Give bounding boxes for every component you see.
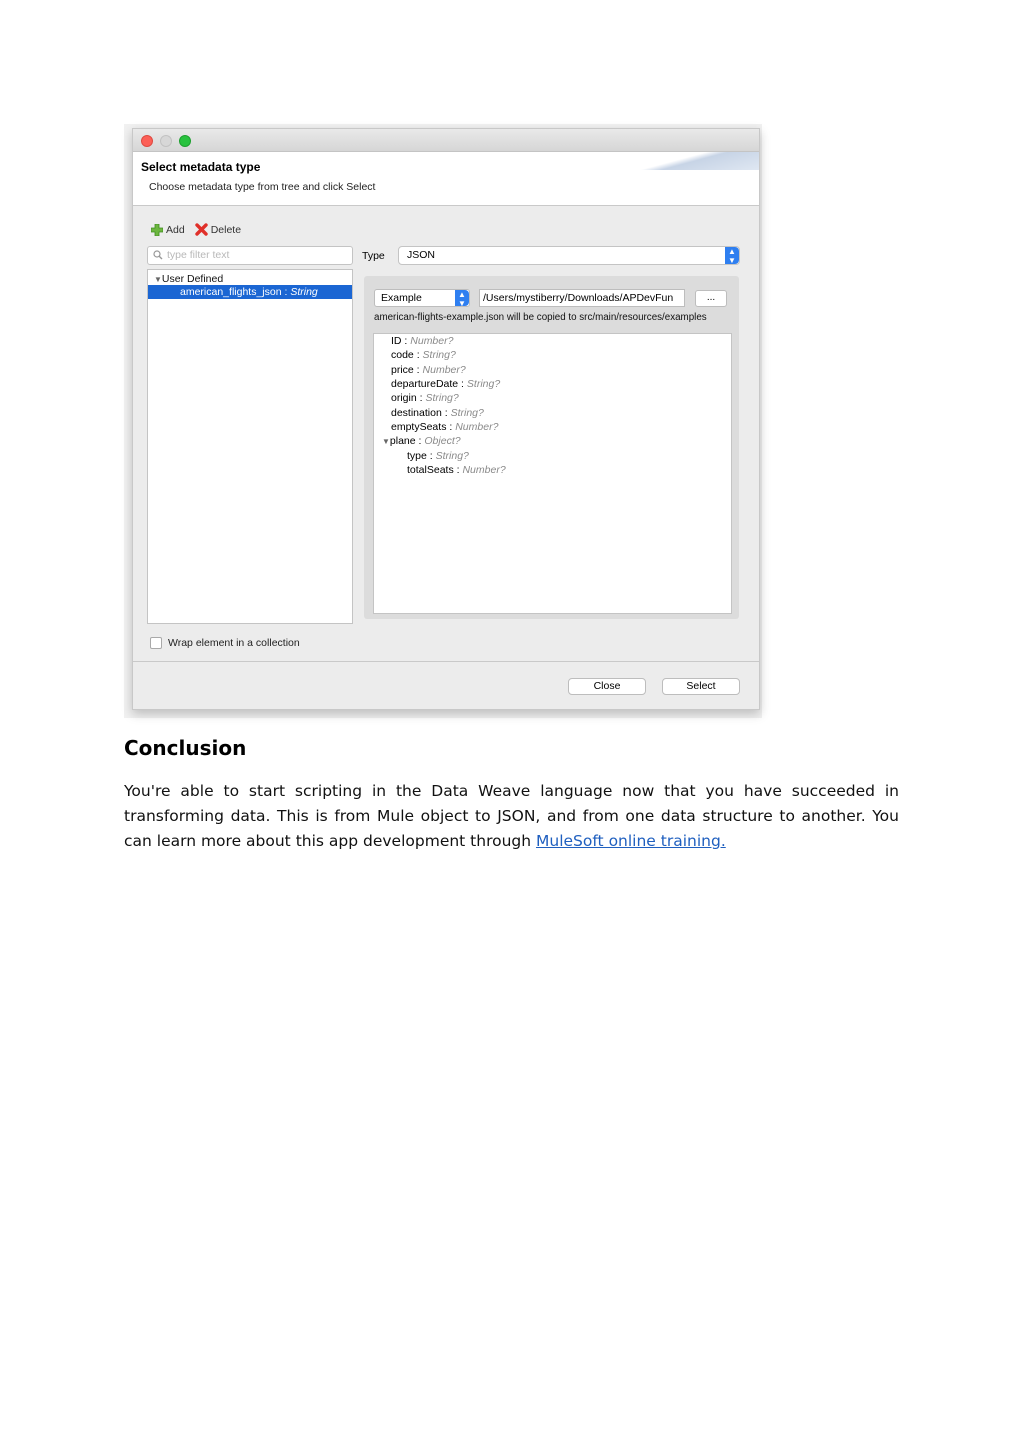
delete-x-icon — [195, 223, 208, 236]
example-select-value: Example — [381, 292, 422, 304]
browse-button[interactable]: ... — [695, 290, 727, 307]
dialog-footer — [133, 661, 759, 710]
plus-icon — [151, 224, 163, 236]
type-settings-panel — [364, 276, 739, 619]
file-path-value: /Users/mystiberry/Downloads/APDevFun — [483, 292, 674, 304]
dialog-title: Select metadata type — [141, 160, 261, 174]
tree-root-label: User Defined — [161, 273, 224, 285]
tree-item-type: String — [290, 286, 318, 298]
minimize-window-icon[interactable] — [160, 135, 172, 147]
field-row: destination : String? — [391, 407, 484, 419]
close-window-icon[interactable] — [141, 135, 153, 147]
copy-note: american-flights-example.json will be copied to src/main/resources/examples — [374, 312, 707, 323]
search-icon — [153, 250, 163, 260]
wrap-label: Wrap element in a collection — [168, 637, 300, 649]
file-path-input[interactable] — [479, 289, 685, 307]
add-label: Add — [166, 223, 185, 236]
expand-triangle-icon[interactable]: ▼ — [382, 437, 390, 446]
delete-button[interactable] — [195, 223, 241, 236]
training-link[interactable]: MuleSoft online training. — [536, 832, 726, 850]
dialog-header — [133, 152, 759, 206]
paragraph-text: You're able to start scripting in the Data Weave language now that you have succeeded in transforming data. This is from Mule object to JSON, and from one data structure to another. You can learn more about this app development through — [124, 782, 899, 850]
dialog-subtitle: Choose metadata type from tree and click Select — [149, 181, 376, 193]
section-heading: Conclusion — [124, 736, 247, 760]
expand-triangle-icon[interactable]: ▼ — [154, 275, 162, 284]
example-select[interactable] — [374, 289, 470, 307]
field-row: origin : String? — [391, 392, 459, 404]
header-banner-graphic — [609, 152, 759, 170]
filter-placeholder: type filter text — [167, 249, 230, 261]
filter-input[interactable] — [147, 246, 353, 265]
field-row: price : Number? — [391, 364, 466, 376]
wrap-checkbox[interactable] — [150, 637, 162, 649]
close-button[interactable]: Close — [568, 678, 646, 695]
conclusion-paragraph — [124, 779, 899, 854]
field-row: emptySeats : Number? — [391, 421, 499, 433]
structure-tree — [373, 333, 732, 614]
delete-label: Delete — [210, 223, 242, 236]
title-bar — [133, 129, 759, 152]
type-label: Type — [362, 250, 385, 262]
field-row-expandable[interactable]: ▼plane : Object? — [382, 435, 461, 447]
select-stepper-icon: ▲ ▼ — [725, 247, 739, 264]
metadata-tree — [147, 269, 353, 624]
field-row: ID : Number? — [391, 335, 454, 347]
metadata-toolbar — [151, 223, 251, 236]
type-select-value: JSON — [407, 249, 436, 261]
select-button[interactable]: Select — [662, 678, 740, 695]
tree-node-user-defined[interactable] — [148, 272, 352, 286]
screenshot-image — [124, 124, 762, 718]
type-select[interactable] — [398, 246, 740, 265]
wrap-collection-option[interactable] — [150, 637, 300, 649]
select-stepper-icon: ▲ ▼ — [455, 290, 469, 306]
field-row: type : String? — [407, 450, 469, 462]
field-row: code : String? — [391, 349, 456, 361]
add-button[interactable] — [151, 224, 185, 236]
select-metadata-dialog — [132, 128, 760, 710]
field-row: totalSeats : Number? — [407, 464, 506, 476]
zoom-window-icon[interactable] — [179, 135, 191, 147]
field-row: departureDate : String? — [391, 378, 501, 390]
tree-item-name: american_flights_json — [180, 286, 282, 298]
tree-node-selected[interactable] — [148, 285, 352, 299]
tree-item-separator: : — [281, 286, 291, 298]
